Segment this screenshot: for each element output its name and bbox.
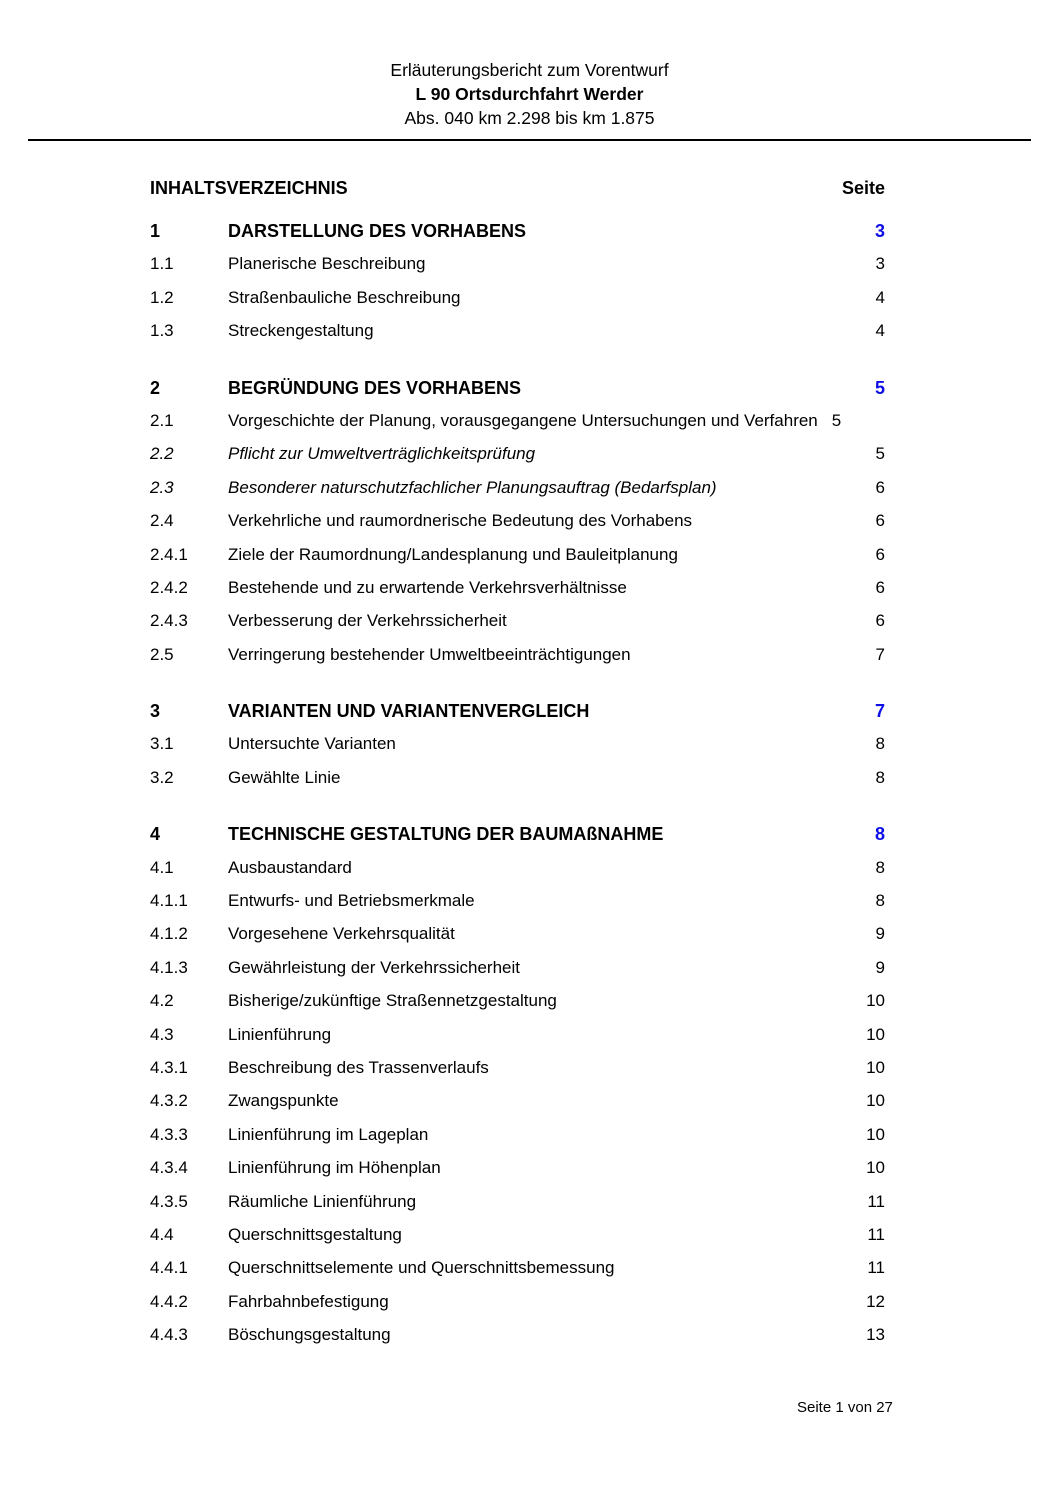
toc-entry[interactable] — [150, 824, 885, 857]
toc-entry-title: Verkehrliche und raumordnerische Bedeutung des Vorhabens — [228, 511, 693, 531]
header-report-type: Erläuterungsbericht zum Vorentwurf — [390, 60, 669, 80]
toc-entry-page[interactable]: 10 — [866, 1124, 885, 1144]
toc-entry[interactable] — [150, 1125, 885, 1158]
toc-entry[interactable] — [150, 1258, 885, 1291]
toc-entry-number: 4.3.4 — [150, 1158, 188, 1178]
toc-entry[interactable] — [150, 701, 885, 734]
toc-entry-page[interactable]: 8 — [875, 891, 885, 911]
toc-entry-number: 4.3 — [150, 1024, 174, 1044]
toc-entry-title: Räumliche Linienführung — [228, 1191, 417, 1211]
toc-header-row — [150, 178, 885, 198]
toc-entry[interactable] — [150, 1325, 885, 1358]
toc-entry-page[interactable]: 11 — [867, 1191, 885, 1211]
toc-entry[interactable] — [150, 545, 885, 578]
toc-entry-page[interactable]: 6 — [875, 544, 885, 564]
toc-entry-number: 4.4.2 — [150, 1291, 188, 1311]
toc-entry-number: 2 — [150, 377, 161, 398]
toc-entry-title: Beschreibung des Trassenverlaufs — [228, 1057, 489, 1077]
toc-entry-number: 4.3.5 — [150, 1191, 188, 1211]
toc-entry[interactable] — [150, 511, 885, 544]
toc-entry-title: Streckengestaltung — [228, 321, 374, 341]
page-footer — [797, 1398, 893, 1417]
toc-entry-page[interactable]: 10 — [866, 1024, 885, 1044]
toc-entry[interactable] — [150, 1192, 885, 1225]
toc-entry-page[interactable]: 7 — [875, 644, 885, 664]
toc-entry[interactable] — [150, 1091, 885, 1124]
toc-entry-title: Pflicht zur Umweltverträglichkeitsprüfung — [228, 444, 536, 464]
toc-entry-number: 2.4.2 — [150, 577, 188, 597]
toc-entry-title: Straßenbauliche Beschreibung — [228, 287, 461, 307]
toc-entry[interactable] — [150, 1058, 885, 1091]
toc-entry-page[interactable]: 3 — [874, 221, 885, 241]
toc-entry-page[interactable]: 10 — [866, 1091, 885, 1111]
toc-entry-title: Verringerung bestehender Umweltbeeinträchtigungen — [228, 644, 631, 664]
toc-section — [0, 178, 1059, 1359]
toc-entry-number: 4.4 — [150, 1224, 174, 1244]
toc-entry-number: 2.1 — [150, 410, 174, 430]
toc-entry-number: 1.2 — [150, 287, 174, 307]
toc-entry-number: 4.4.1 — [150, 1258, 188, 1278]
toc-entry-title: Verbesserung der Verkehrssicherheit — [228, 611, 507, 631]
toc-entry-number: 2.4.1 — [150, 544, 188, 564]
toc-entry-page[interactable]: 10 — [866, 991, 885, 1011]
toc-entry-title: DARSTELLUNG DES VORHABENS — [228, 221, 527, 241]
toc-entry-number: 1.1 — [150, 254, 174, 274]
toc-entry-number: 4.3.2 — [150, 1091, 188, 1111]
toc-entry-page[interactable]: 11 — [867, 1224, 885, 1244]
toc-entry-number: 4.3.1 — [150, 1057, 188, 1077]
toc-entry[interactable] — [150, 768, 885, 801]
toc-entry-title: Linienführung im Lageplan — [228, 1124, 429, 1144]
toc-entry-page[interactable]: 9 — [875, 924, 885, 944]
toc-entry[interactable] — [150, 1158, 885, 1191]
toc-entry[interactable] — [150, 221, 885, 254]
toc-entry-page[interactable]: 6 — [875, 511, 885, 531]
toc-entry-number: 3 — [150, 701, 161, 722]
page-header — [0, 0, 1059, 130]
toc-entry[interactable] — [150, 444, 885, 477]
toc-entry[interactable] — [150, 891, 885, 924]
toc-entry-number: 3.2 — [150, 767, 174, 787]
toc-entry-number: 4.1.1 — [150, 891, 188, 911]
toc-entry[interactable] — [150, 734, 885, 767]
toc-entry-number: 2.4 — [150, 511, 174, 531]
toc-entry-page[interactable]: 9 — [875, 957, 885, 977]
toc-entry-page[interactable]: 8 — [875, 767, 885, 787]
toc-entry-page[interactable]: 3 — [875, 254, 885, 274]
toc-entry[interactable] — [150, 378, 885, 411]
toc-entry-number: 1.3 — [150, 321, 174, 341]
toc-entry-title: Linienführung im Höhenplan — [228, 1158, 441, 1178]
toc-entry-page[interactable]: 4 — [875, 321, 885, 341]
toc-entry-page[interactable]: 6 — [875, 477, 885, 497]
page-number-footer: Seite 1 von 27 — [797, 1399, 893, 1416]
toc-entry[interactable] — [150, 991, 885, 1024]
header-rule — [28, 139, 1031, 141]
toc-entry-page[interactable]: 5 — [874, 377, 885, 398]
toc-entry-title: Gewählte Linie — [228, 767, 341, 787]
toc-entry-number: 4.1 — [150, 857, 174, 877]
toc-entry[interactable] — [150, 645, 885, 678]
toc-entry-page[interactable]: 12 — [866, 1291, 885, 1311]
toc-entry-title: Bisherige/zukünftige Straßennetzgestaltung — [228, 991, 557, 1011]
toc-entry-number: 4.1.3 — [150, 957, 188, 977]
toc-entry-page[interactable]: 6 — [875, 577, 885, 597]
toc-page-column-label: Seite — [841, 178, 885, 198]
toc-entry-title: Zwangspunkte — [228, 1091, 339, 1111]
toc-entry-number: 4.2 — [150, 991, 174, 1011]
toc-entry[interactable] — [150, 321, 885, 354]
toc-entry-page[interactable]: 10 — [866, 1158, 885, 1178]
toc-entry-number: 2.5 — [150, 644, 174, 664]
toc-entry-title: Bestehende und zu erwartende Verkehrsverhältnisse — [228, 577, 627, 597]
toc-entry-page[interactable]: 7 — [874, 701, 885, 722]
toc-entry-title: Vorgesehene Verkehrsqualität — [228, 924, 455, 944]
toc-entry-title: Ausbaustandard — [228, 857, 352, 877]
toc-entry-number: 2.2 — [150, 444, 174, 464]
toc-entry-title: Untersuchte Varianten — [228, 734, 396, 754]
toc-entry-title: Besonderer naturschutzfachlicher Planungsauftrag (Bedarfsplan) — [228, 477, 717, 497]
toc-entry-number: 4.1.2 — [150, 924, 188, 944]
toc-entry-title: Planerische Beschreibung — [228, 254, 426, 274]
toc-entry[interactable] — [150, 958, 885, 991]
toc-entry-page[interactable]: 6 — [875, 611, 885, 631]
toc-entry-number: 4 — [150, 824, 161, 845]
toc-entry-title: VARIANTEN UND VARIANTENVERGLEICH — [228, 701, 590, 722]
toc-entry-number: 1 — [150, 221, 161, 241]
toc-entry[interactable] — [150, 254, 885, 287]
toc-entry[interactable] — [150, 1292, 885, 1325]
toc-entry-title: Entwurfs- und Betriebsmerkmale — [228, 891, 475, 911]
toc-entry-title: Querschnittsgestaltung — [228, 1224, 402, 1244]
toc-list — [150, 221, 885, 1359]
toc-entry-number: 4.3.3 — [150, 1124, 188, 1144]
toc-entry-title: Querschnittselemente und Querschnittsbemessung — [228, 1258, 615, 1278]
header-section-range: Abs. 040 km 2.298 bis km 1.875 — [404, 108, 655, 128]
toc-entry-number: 4.4.3 — [150, 1325, 188, 1345]
toc-entry-number: 2.3 — [150, 477, 174, 497]
toc-entry-title: Gewährleistung der Verkehrssicherheit — [228, 957, 520, 977]
toc-entry[interactable] — [150, 288, 885, 321]
toc-entry[interactable] — [150, 411, 885, 444]
toc-entry-page[interactable]: 8 — [874, 824, 885, 845]
toc-entry-page[interactable]: 5 — [875, 444, 885, 464]
toc-entry[interactable] — [150, 858, 885, 891]
toc-entry-page[interactable]: 10 — [866, 1057, 885, 1077]
toc-entry-page[interactable]: 4 — [875, 287, 885, 307]
toc-entry[interactable] — [150, 1025, 885, 1058]
toc-entry[interactable] — [150, 1225, 885, 1258]
toc-entry-number: 3.1 — [150, 734, 174, 754]
toc-entry-title: BEGRÜNDUNG DES VORHABENS — [228, 377, 522, 398]
toc-entry-page[interactable]: 8 — [875, 857, 885, 877]
toc-entry[interactable] — [150, 478, 885, 511]
toc-entry-page[interactable]: 13 — [866, 1325, 885, 1345]
toc-entry[interactable] — [150, 611, 885, 644]
toc-entry-number: 2.4.3 — [150, 611, 188, 631]
header-project-title: L 90 Ortsdurchfahrt Werder — [415, 84, 644, 104]
toc-entry-title: Böschungsgestaltung — [228, 1325, 391, 1345]
toc-entry[interactable] — [150, 578, 885, 611]
toc-entry-page[interactable]: 8 — [875, 734, 885, 754]
toc-entry-title: Linienführung — [228, 1024, 332, 1044]
toc-entry-title: TECHNISCHE GESTALTUNG DER BAUMAßNAHME — [228, 824, 664, 845]
toc-entry-page[interactable]: 11 — [867, 1258, 885, 1278]
toc-heading: INHALTSVERZEICHNIS — [150, 178, 348, 198]
toc-entry-title: Vorgeschichte der Planung, vorausgegangene Untersuchungen und Verfahren — [228, 410, 818, 430]
toc-entry[interactable] — [150, 924, 885, 957]
toc-entry-title: Fahrbahnbefestigung — [228, 1291, 389, 1311]
toc-entry-page[interactable]: 5 — [831, 410, 842, 430]
toc-entry-title: Ziele der Raumordnung/Landesplanung und Bauleitplanung — [228, 544, 678, 564]
